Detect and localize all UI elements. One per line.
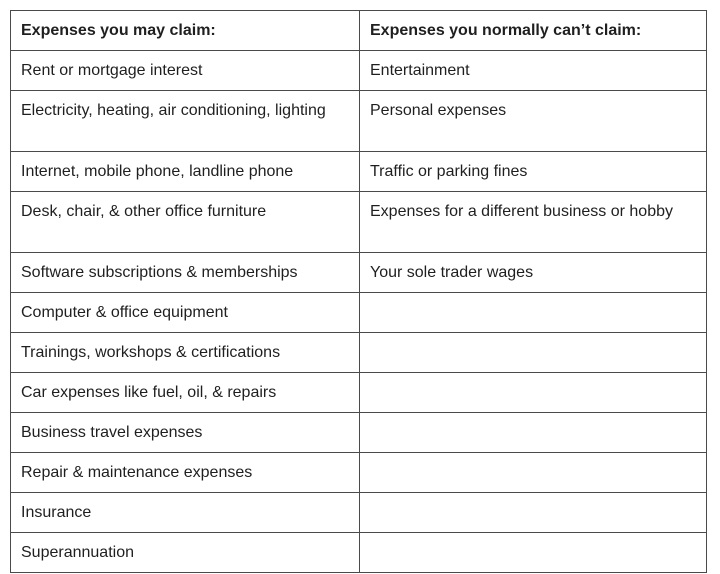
may-claim-cell: Desk, chair, & other office furniture xyxy=(11,192,360,253)
cannot-claim-cell xyxy=(360,413,707,453)
may-claim-cell: Business travel expenses xyxy=(11,413,360,453)
header-cannot-claim: Expenses you normally can’t claim: xyxy=(360,11,707,51)
table-row xyxy=(11,533,707,573)
may-claim-cell: Software subscriptions & memberships xyxy=(11,253,360,293)
table-row xyxy=(11,152,707,192)
table-row xyxy=(11,91,707,152)
expenses-table xyxy=(10,10,707,573)
may-claim-cell: Insurance xyxy=(11,493,360,533)
may-claim-cell: Repair & maintenance expenses xyxy=(11,453,360,493)
cannot-claim-cell xyxy=(360,533,707,573)
table-row xyxy=(11,333,707,373)
expenses-table-container xyxy=(10,10,707,573)
may-claim-cell: Rent or mortgage interest xyxy=(11,51,360,91)
table-row xyxy=(11,253,707,293)
table-row xyxy=(11,373,707,413)
may-claim-cell: Superannuation xyxy=(11,533,360,573)
cannot-claim-cell: Traffic or parking fines xyxy=(360,152,707,192)
may-claim-cell: Trainings, workshops & certifications xyxy=(11,333,360,373)
cannot-claim-cell: Entertainment xyxy=(360,51,707,91)
may-claim-cell: Internet, mobile phone, landline phone xyxy=(11,152,360,192)
cannot-claim-cell xyxy=(360,493,707,533)
header-may-claim: Expenses you may claim: xyxy=(11,11,360,51)
table-row xyxy=(11,293,707,333)
table-row xyxy=(11,413,707,453)
cannot-claim-cell: Personal expenses xyxy=(360,91,707,152)
table-row xyxy=(11,51,707,91)
may-claim-cell: Car expenses like fuel, oil, & repairs xyxy=(11,373,360,413)
may-claim-cell: Electricity, heating, air conditioning, lighting xyxy=(11,91,360,152)
cannot-claim-cell: Your sole trader wages xyxy=(360,253,707,293)
table-header-row xyxy=(11,11,707,51)
table-row xyxy=(11,493,707,533)
cannot-claim-cell xyxy=(360,293,707,333)
table-row xyxy=(11,453,707,493)
table-row xyxy=(11,192,707,253)
may-claim-cell: Computer & office equipment xyxy=(11,293,360,333)
cannot-claim-cell: Expenses for a different business or hobby xyxy=(360,192,707,253)
cannot-claim-cell xyxy=(360,373,707,413)
cannot-claim-cell xyxy=(360,333,707,373)
cannot-claim-cell xyxy=(360,453,707,493)
